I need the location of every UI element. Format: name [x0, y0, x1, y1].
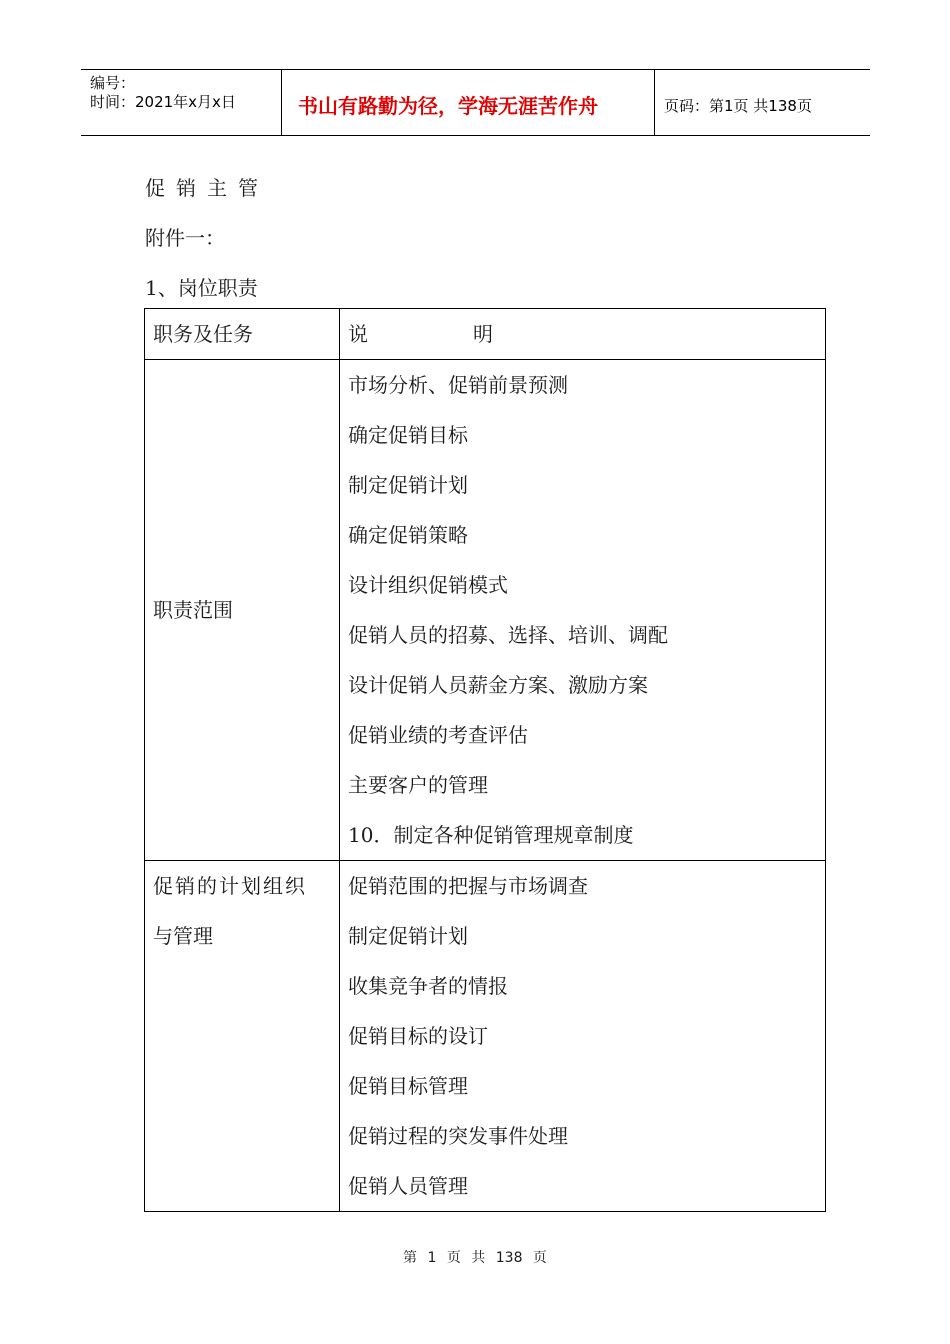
page-footer: 第 1 页 共 138 页 [403, 1250, 547, 1266]
header-page-info: 页码：第1页 共138页 [664, 97, 812, 115]
list-item: 确定促销目标 [348, 423, 468, 447]
list-item: 促销业绩的考查评估 [348, 723, 528, 747]
list-item: 促销人员的招募、选择、培训、调配 [348, 623, 668, 647]
table-header-row [145, 309, 826, 360]
list-item: 确定促销策略 [348, 523, 468, 547]
header-time-label: 时间：2021年x月x日 [90, 93, 236, 111]
list-item: 制定促销计划 [348, 473, 468, 497]
row-category [145, 861, 340, 1212]
list-item: 促销目标管理 [348, 1074, 468, 1098]
duty-table [144, 308, 826, 1212]
table-row [145, 360, 826, 861]
row-items [340, 360, 826, 861]
column-header-description [340, 309, 826, 360]
row-items [340, 861, 826, 1212]
section-heading: 1、岗位职责 [145, 276, 258, 300]
header-motto: 书山有路勤为径，学海无涯苦作舟 [298, 94, 598, 118]
list-item: 10．制定各种促销管理规章制度 [348, 823, 634, 847]
table-row [145, 861, 826, 1212]
list-item: 市场分析、促销前景预测 [348, 373, 568, 397]
header-bottom-rule [81, 135, 870, 136]
header-separator [281, 69, 282, 136]
document-title: 促销主管 [145, 176, 269, 200]
row-category-line: 促销的计划组织 [153, 874, 307, 898]
row-category: 职责范围 [145, 360, 340, 861]
list-item: 主要客户的管理 [348, 773, 488, 797]
column-header-desc-a: 说 [348, 322, 368, 346]
list-item: 设计组织促销模式 [348, 573, 508, 597]
list-item: 收集竞争者的情报 [348, 974, 508, 998]
list-item: 促销范围的把握与市场调查 [348, 874, 588, 898]
header-separator [654, 69, 655, 136]
header-number-label: 编号： [90, 74, 136, 92]
list-item: 制定促销计划 [348, 924, 468, 948]
list-item: 促销目标的设订 [348, 1024, 488, 1048]
header-top-rule [81, 69, 870, 70]
column-header-desc-b: 明 [473, 322, 493, 346]
list-item: 促销人员管理 [348, 1174, 468, 1198]
attachment-label: 附件一： [145, 226, 225, 250]
list-item: 促销过程的突发事件处理 [348, 1124, 568, 1148]
list-item: 设计促销人员薪金方案、激励方案 [348, 673, 648, 697]
row-category-line: 与管理 [153, 924, 213, 948]
column-header-duty: 职务及任务 [145, 309, 340, 360]
